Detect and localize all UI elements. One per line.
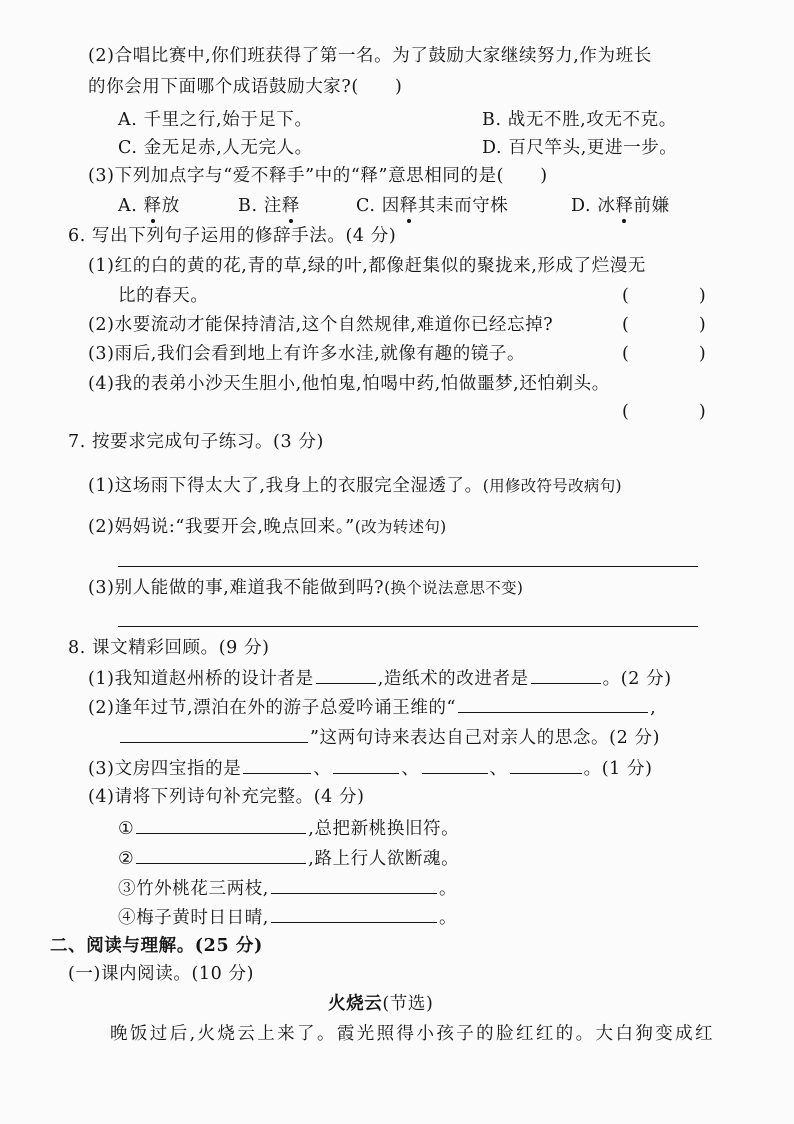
- q8-item2-blank2[interactable]: [120, 724, 308, 743]
- q6-item3-answer-paren[interactable]: ( ): [622, 344, 706, 364]
- q8-title: 8. 课文精彩回顾。(9 分): [68, 638, 270, 658]
- q8-item2-line2: ”这两句诗来表达自己对亲人的思念。(2 分): [118, 724, 660, 750]
- q8-item1-blank1[interactable]: [316, 665, 376, 684]
- section2-title: 二、阅读与理解。(25 分): [50, 936, 263, 956]
- q8-item3-blank4[interactable]: [510, 755, 582, 774]
- q8-item4-poem2-blank[interactable]: [136, 845, 306, 864]
- q7-item3: (3)别人能做的事,难道我不能做到吗?(换个说法意思不变): [88, 578, 524, 598]
- q6-title: 6. 写出下列句子运用的修辞手法。(4 分): [68, 226, 397, 246]
- passage-title: 火烧云(节选): [328, 994, 434, 1014]
- q8-item4-poem4-blank[interactable]: [271, 904, 437, 923]
- q6-item1-line2: 比的春天。: [118, 286, 209, 306]
- q6-item2-answer-paren[interactable]: ( ): [622, 315, 706, 335]
- q7-item1: (1)这场雨下得太大了,我身上的衣服完全湿透了。(用修改符号改病句): [88, 476, 622, 496]
- q5-2-option-d: D. 百尺竿头,更进一步。: [482, 138, 678, 158]
- section2-part1-title: (一)课内阅读。(10 分): [68, 964, 255, 984]
- q8-item4-poem1: ① ,总把新桃换旧符。: [118, 815, 459, 841]
- q5-3-option-a: A. 释放: [118, 196, 180, 216]
- q5-2-stem-line2: 的你会用下面哪个成语鼓励大家?( ): [88, 77, 403, 97]
- q8-item1: (1)我知道赵州桥的设计者是 ,造纸术的改进者是 。(2 分): [88, 665, 672, 691]
- q8-item3-blank3[interactable]: [422, 755, 488, 774]
- q8-item3-blank2[interactable]: [333, 755, 399, 774]
- q8-item4-poem3-blank[interactable]: [271, 875, 437, 894]
- q5-3-option-d: D. 冰释前嫌: [571, 196, 670, 216]
- q5-2-option-a: A. 千里之行,始于足下。: [118, 110, 313, 130]
- q8-item4-poem2: ② ,路上行人欲断魂。: [118, 845, 459, 871]
- q6-item1-answer-paren[interactable]: ( ): [622, 286, 706, 306]
- q7-item2-answer-line[interactable]: [118, 566, 698, 567]
- q6-item4: (4)我的表弟小沙天生胆小,他怕鬼,怕喝中药,怕做噩梦,还怕剃头。: [88, 374, 610, 394]
- q5-3-option-b: B. 注释: [238, 196, 300, 216]
- q5-2-option-b: B. 战无不胜,攻无不克。: [482, 110, 677, 130]
- q7-item2: (2)妈妈说:“我要开会,晚点回来。”(改为转述句): [88, 517, 447, 537]
- q7-title: 7. 按要求完成句子练习。(3 分): [68, 432, 324, 452]
- q5-2-option-c: C. 金无足赤,人无完人。: [118, 138, 313, 158]
- q8-item3: (3)文房四宝指的是 、 、 、 。(1 分): [88, 755, 653, 781]
- q8-item4-poem3: ③竹外桃花三两枝, 。: [118, 875, 457, 901]
- q6-item1-line1: (1)红的白的黄的花,青的草,绿的叶,都像赶集似的聚拢来,形成了烂漫无: [88, 256, 647, 276]
- q8-item2-line1: (2)逢年过节,漂泊在外的游子总爱吟诵王维的“ ,: [88, 694, 656, 720]
- passage-first-line: 晚饭过后,火烧云上来了。霞光照得小孩子的脸红红的。大白狗变成红: [110, 1024, 715, 1044]
- q8-item4-stem: (4)请将下列诗句补充完整。(4 分): [88, 787, 365, 807]
- q5-3-option-c: C. 因释其耒而守株: [356, 196, 509, 216]
- q8-item2-blank1[interactable]: [458, 694, 648, 713]
- q8-item1-blank2[interactable]: [531, 665, 601, 684]
- q5-3-stem: (3)下列加点字与“爱不释手”中的“释”意思相同的是( ): [88, 166, 548, 186]
- q6-item4-answer-paren[interactable]: ( ): [622, 402, 706, 422]
- q7-item3-answer-line[interactable]: [118, 626, 698, 627]
- q6-item2: (2)水要流动才能保持清洁,这个自然规律,难道你已经忘掉?: [88, 315, 554, 335]
- q5-2-stem-line1: (2)合唱比赛中,你们班获得了第一名。为了鼓励大家继续努力,作为班长: [88, 46, 652, 66]
- q8-item4-poem4: ④梅子黄时日日晴, 。: [118, 904, 457, 930]
- q6-item3: (3)雨后,我们会看到地上有许多水洼,就像有趣的镜子。: [88, 344, 526, 364]
- q8-item3-blank1[interactable]: [243, 755, 311, 774]
- q8-item4-poem1-blank[interactable]: [136, 815, 306, 834]
